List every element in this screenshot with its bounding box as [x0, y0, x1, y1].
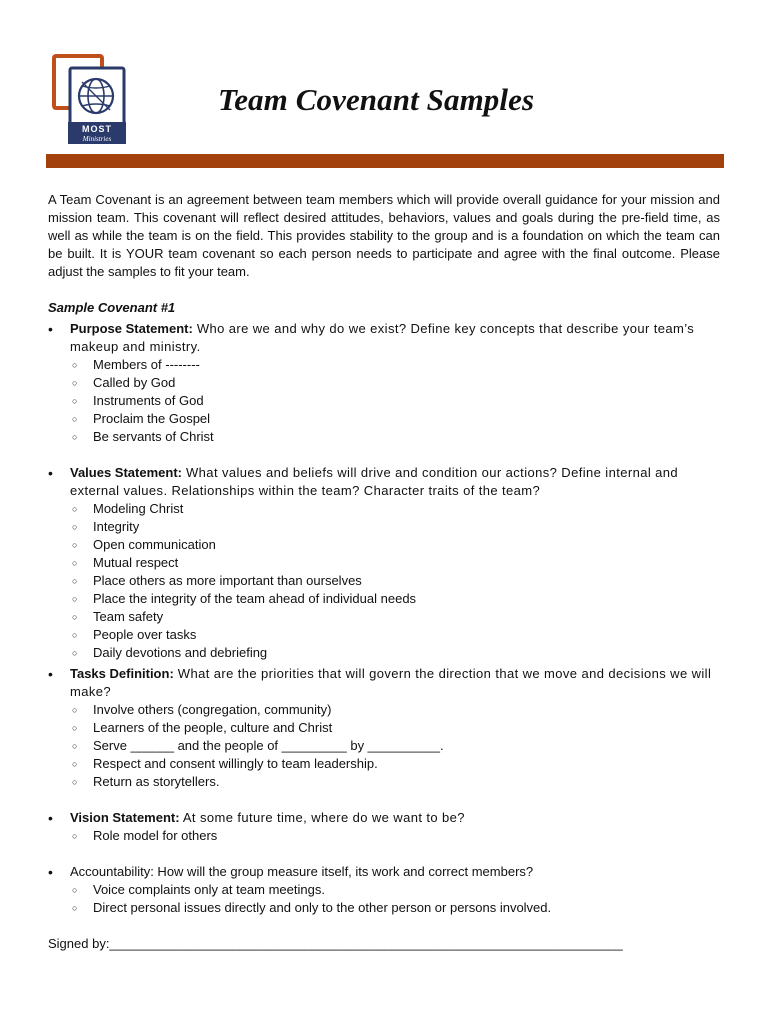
section-heading: Vision Statement:	[70, 810, 180, 825]
list-item: ○ Return as storytellers.	[70, 773, 720, 791]
section-heading: Purpose Statement:	[70, 321, 193, 336]
most-ministries-logo	[52, 54, 128, 146]
list-item: ○ Instruments of God	[70, 392, 720, 410]
covenant-sections	[48, 320, 720, 917]
section-text: What values and beliefs will drive and condition our actions? Define internal and external values. Relationships within the team? Character traits of the team?	[70, 465, 679, 498]
list-item: ○ Respect and consent willingly to team leadership.	[70, 755, 720, 773]
header-rule	[46, 154, 724, 168]
list-item: ○ Proclaim the Gospel	[70, 410, 720, 428]
list-item: ○ Place others as more important than ourselves	[70, 572, 720, 590]
list-item: ○ People over tasks	[70, 626, 720, 644]
page-title: Team Covenant Samples	[218, 82, 535, 117]
section-text: Who are we and why do we exist? Define key concepts that describe your team’s makeup and ministry.	[70, 321, 695, 354]
document-body	[48, 191, 720, 953]
list-item: ○ Learners of the people, culture and Christ	[70, 719, 720, 737]
purpose-items	[70, 356, 720, 446]
list-item: ○ Members of --------	[70, 356, 720, 374]
vision-items	[70, 827, 720, 845]
section-text: What are the priorities that will govern the direction that we move and decisions we will make?	[70, 666, 712, 699]
logo-text-most: MOST	[82, 124, 112, 134]
logo-text-ministries: Ministries	[82, 135, 112, 143]
purpose-section	[48, 320, 720, 446]
list-item: ○ Team safety	[70, 608, 720, 626]
list-item: ○ Involve others (congregation, community)	[70, 701, 720, 719]
list-item: ○ Modeling Christ	[70, 500, 720, 518]
list-item: ○ Serve ______ and the people of _________ by __________.	[70, 737, 720, 755]
list-item: ○ Open communication	[70, 536, 720, 554]
list-item: ○ Place the integrity of the team ahead of individual needs	[70, 590, 720, 608]
list-item: ○ Daily devotions and debriefing	[70, 644, 720, 662]
section-text: Accountability: How will the group measure itself, its work and correct members?	[70, 864, 534, 879]
list-item: ○ Mutual respect	[70, 554, 720, 572]
intro-paragraph: A Team Covenant is an agreement between team members which will provide overall guidance for your mission and mission team. This covenant will reflect desired attitudes, behaviors, values and goals during the pre-field time, as well as while the team is on the field. This provides stability to the group and is a foundation on which the team can be built. It is YOUR team covenant so each person needs to participate and agree with the final outcome. Please adjust the samples to fit your team.	[48, 192, 720, 279]
section-text: At some future time, where do we want to be?	[179, 810, 465, 825]
section-heading: Tasks Definition:	[70, 666, 174, 681]
list-item: ○ Direct personal issues directly and only to the other person or persons involved.	[70, 899, 720, 917]
signature-line: Signed by:_______________________________________________________________________	[48, 936, 623, 951]
accountability-section	[48, 863, 720, 917]
values-section	[48, 464, 720, 662]
sample-title: Sample Covenant #1	[48, 300, 176, 315]
accountability-items	[70, 881, 720, 917]
list-item: ○ Role model for others	[70, 827, 720, 845]
section-heading: Values Statement:	[70, 465, 182, 480]
tasks-section	[48, 665, 720, 791]
list-item: ○ Integrity	[70, 518, 720, 536]
list-item: ○ Be servants of Christ	[70, 428, 720, 446]
values-items	[70, 500, 720, 662]
tasks-items	[70, 701, 720, 791]
list-item: ○ Called by God	[70, 374, 720, 392]
vision-section	[48, 809, 720, 845]
list-item: ○ Voice complaints only at team meetings.	[70, 881, 720, 899]
